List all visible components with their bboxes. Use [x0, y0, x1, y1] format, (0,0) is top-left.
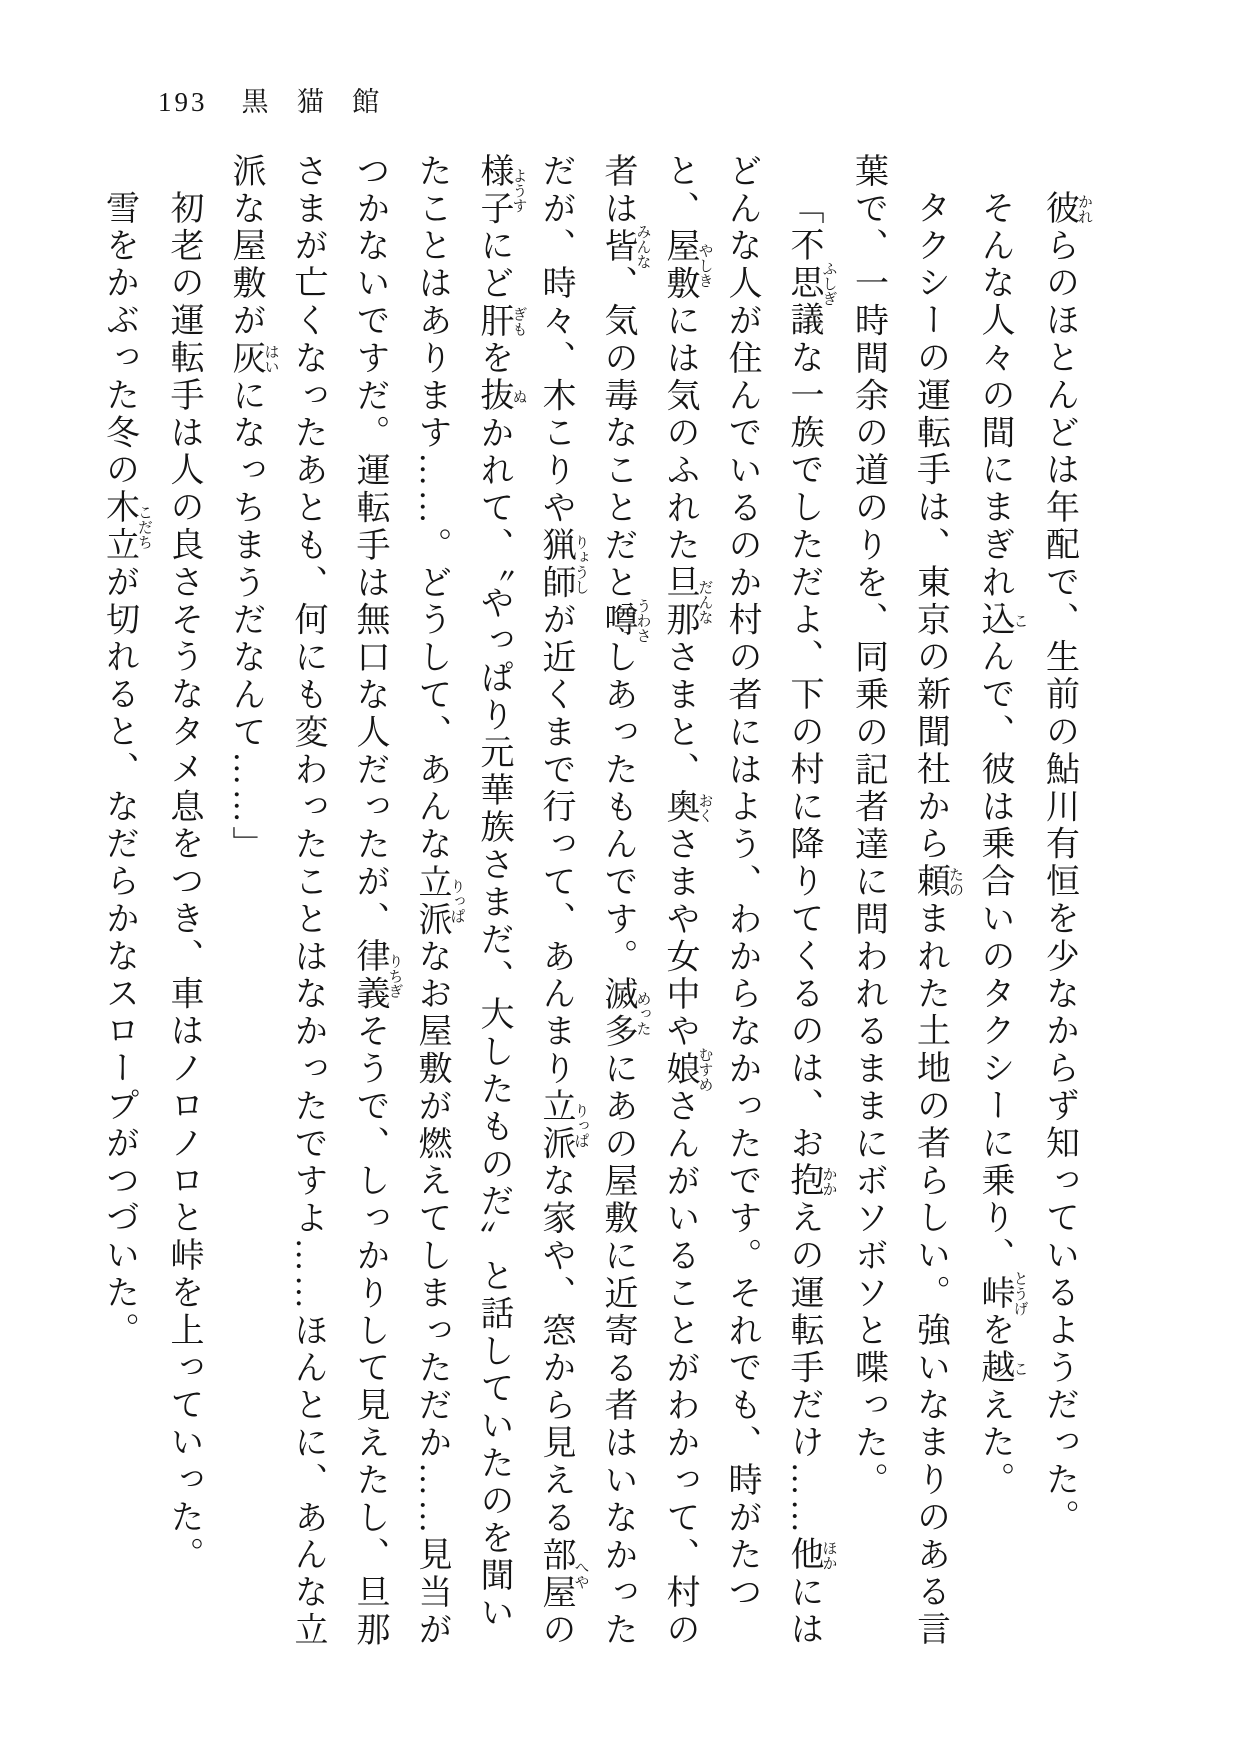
body-text — [88, 153, 1093, 1653]
paragraph: 雪をかぶった冬の木立こだちが切れると、なだらかなスロープがつづいた。 — [100, 190, 152, 1350]
paragraph: 彼かれらのほとんどは年配で、生前の鮎川有恒を少なからず知っているようだった。 — [1040, 190, 1092, 1537]
running-title: 黒猫館 — [241, 87, 408, 117]
paragraph: そんな人々の間にまぎれ込こんで、彼は乗合いのタクシーに乗り、峠とうげを越こえた。 — [976, 190, 1028, 1500]
page-number: 193 — [158, 87, 208, 117]
paragraph: タクシーの運転手は、東京の新聞社から頼たのまれた土地の者らしい。強いなまりのある言葉で、一時間余の道のりを、同乗の記者達に問われるままにボソボソと喋った。 — [849, 153, 963, 1649]
paragraph: 「不思議ふしぎな一族でしただよ、下の村に降りてくるのは、お抱かかえの運転手だけ……他ほかにはどんな人が住んでいるのか村の者にはよう、わからなかったです。それでも、時がたつと、屋敷やしきには気のふれた旦那だんなさまと、奥おくさまや女中や娘むすめさんがいることがわかって、村の者は皆みんな、気の毒なことだと噂うわさしあったもんです。滅多めったにあの屋敷に近寄る者はいなかっただが、時々、木こりや猟師りょうしが近くまで行って、あんまり立派りっぱな家や、窓から見える部屋へやの様子ようすにど肝ぎもを抜ぬかれて、〝やっぱり元華族さまだ、大したものだ〟と話していたのを聞いたことはあります……。どうして、あんな立派りっぱなお屋敷が燃えてしまっただか……見当がつかないですだ。運転手は無口な人だったが、律義りちぎそうで、しっかりして見えたし、旦那さまが亡くなったあとも、何にも変わったことはなかったですよ……ほんとに、あんな立派な屋敷が灰はいになっちまうだなんて……」 — [227, 153, 837, 1650]
paragraph: 初老の運転手は人の良さそうなタメ息をつき、車はノロノロと峠を上っていった。 — [165, 190, 202, 1574]
running-head — [158, 80, 408, 119]
